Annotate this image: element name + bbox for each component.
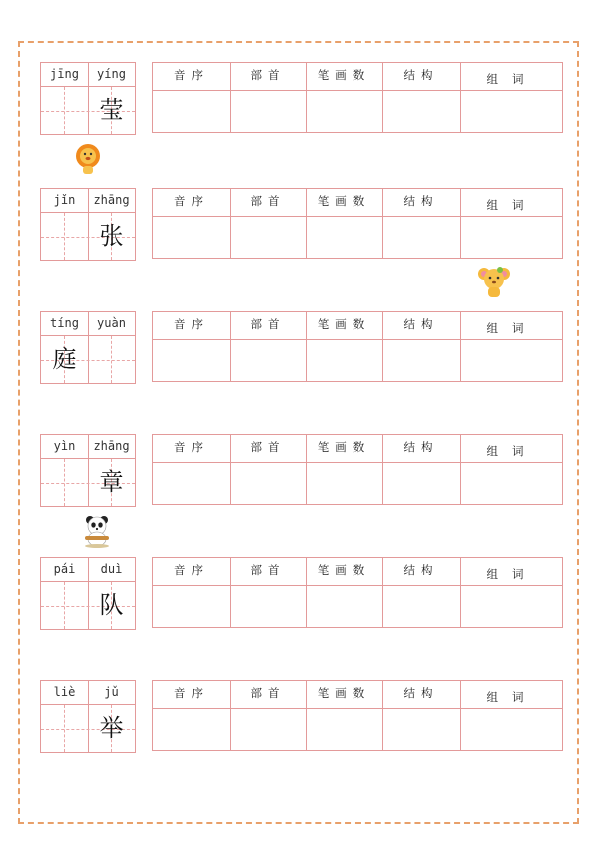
table-header: 音序 bbox=[174, 68, 209, 82]
divider bbox=[153, 585, 562, 586]
hanzi-char: 庭 bbox=[52, 345, 77, 373]
table-header: 笔画数 bbox=[317, 440, 371, 454]
table-header: 部首 bbox=[250, 68, 286, 82]
table-header: 组词 bbox=[486, 72, 538, 86]
hanzi-char bbox=[41, 582, 88, 629]
character-row bbox=[0, 62, 596, 137]
table-header: 笔画数 bbox=[317, 563, 371, 577]
table-header: 结构 bbox=[403, 194, 439, 208]
divider bbox=[460, 63, 461, 132]
hanzi-char bbox=[88, 336, 135, 383]
pinyin-text: zhāng bbox=[93, 439, 130, 453]
divider bbox=[460, 312, 461, 381]
pinyin-text: yíng bbox=[97, 67, 126, 81]
tianzige-box bbox=[40, 311, 136, 384]
table-header: 部首 bbox=[250, 194, 286, 208]
divider bbox=[460, 189, 461, 258]
table-header: 音序 bbox=[174, 563, 209, 577]
divider bbox=[382, 558, 383, 627]
tianzige-box bbox=[40, 188, 136, 261]
table-header: 组词 bbox=[486, 690, 538, 704]
hanzi-char bbox=[41, 705, 88, 752]
table-header: 组词 bbox=[486, 567, 538, 581]
table-header: 笔画数 bbox=[317, 317, 371, 331]
hanzi-char bbox=[41, 87, 88, 134]
divider bbox=[153, 216, 562, 217]
divider bbox=[230, 558, 231, 627]
pinyin-text: jīng bbox=[50, 67, 79, 81]
divider bbox=[153, 339, 562, 340]
divider bbox=[382, 189, 383, 258]
tianzige-box bbox=[40, 680, 136, 753]
divider bbox=[460, 681, 461, 750]
hanzi-char: 章 bbox=[99, 468, 124, 496]
info-table bbox=[152, 311, 563, 382]
table-header: 组词 bbox=[486, 198, 538, 212]
info-table bbox=[152, 188, 563, 259]
table-header: 结构 bbox=[403, 317, 439, 331]
pinyin-text: jǔ bbox=[104, 685, 119, 699]
panda-icon bbox=[82, 514, 112, 548]
hanzi-char bbox=[41, 213, 88, 260]
table-header: 部首 bbox=[250, 440, 286, 454]
divider bbox=[153, 708, 562, 709]
lion-icon bbox=[74, 143, 102, 175]
character-row bbox=[0, 311, 596, 386]
bear-icon bbox=[476, 266, 512, 298]
divider bbox=[306, 681, 307, 750]
table-header: 笔画数 bbox=[317, 68, 371, 82]
info-table bbox=[152, 557, 563, 628]
info-table bbox=[152, 434, 563, 505]
table-header: 音序 bbox=[174, 440, 209, 454]
divider bbox=[382, 681, 383, 750]
divider bbox=[306, 558, 307, 627]
table-header: 结构 bbox=[403, 563, 439, 577]
divider bbox=[306, 312, 307, 381]
table-header: 部首 bbox=[250, 686, 286, 700]
table-header: 结构 bbox=[403, 686, 439, 700]
character-row bbox=[0, 434, 596, 509]
hanzi-char: 队 bbox=[99, 591, 124, 619]
divider bbox=[460, 435, 461, 504]
pinyin-text: pái bbox=[53, 562, 76, 576]
divider bbox=[382, 312, 383, 381]
info-table bbox=[152, 680, 563, 751]
divider bbox=[230, 63, 231, 132]
hanzi-char bbox=[41, 459, 88, 506]
divider bbox=[382, 435, 383, 504]
info-table bbox=[152, 62, 563, 133]
table-header: 音序 bbox=[174, 317, 209, 331]
character-row bbox=[0, 188, 596, 263]
divider bbox=[306, 189, 307, 258]
pinyin-text: zhāng bbox=[93, 193, 130, 207]
table-header: 部首 bbox=[250, 317, 286, 331]
pinyin-text: duì bbox=[100, 562, 123, 576]
table-header: 音序 bbox=[174, 194, 209, 208]
pinyin-text: yìn bbox=[53, 439, 76, 453]
divider bbox=[153, 90, 562, 91]
table-header: 笔画数 bbox=[317, 686, 371, 700]
table-header: 组词 bbox=[486, 321, 538, 335]
pinyin-text: tíng bbox=[50, 316, 79, 330]
table-header: 结构 bbox=[403, 68, 439, 82]
table-header: 部首 bbox=[250, 563, 286, 577]
divider bbox=[230, 189, 231, 258]
divider bbox=[153, 462, 562, 463]
pinyin-text: jǐn bbox=[53, 193, 76, 207]
character-row bbox=[0, 557, 596, 632]
divider bbox=[306, 435, 307, 504]
hanzi-char: 莹 bbox=[99, 96, 124, 124]
pinyin-text: liè bbox=[53, 685, 76, 699]
hanzi-char: 举 bbox=[99, 714, 124, 742]
tianzige-box bbox=[40, 557, 136, 630]
tianzige-box bbox=[40, 434, 136, 507]
divider bbox=[382, 63, 383, 132]
character-row bbox=[0, 680, 596, 755]
table-header: 音序 bbox=[174, 686, 209, 700]
pinyin-text: yuàn bbox=[97, 316, 126, 330]
divider bbox=[230, 681, 231, 750]
divider bbox=[230, 312, 231, 381]
table-header: 结构 bbox=[403, 440, 439, 454]
divider bbox=[230, 435, 231, 504]
divider bbox=[306, 63, 307, 132]
tianzige-box bbox=[40, 62, 136, 135]
table-header: 组词 bbox=[486, 444, 538, 458]
hanzi-char: 张 bbox=[99, 222, 124, 250]
divider bbox=[460, 558, 461, 627]
table-header: 笔画数 bbox=[317, 194, 371, 208]
